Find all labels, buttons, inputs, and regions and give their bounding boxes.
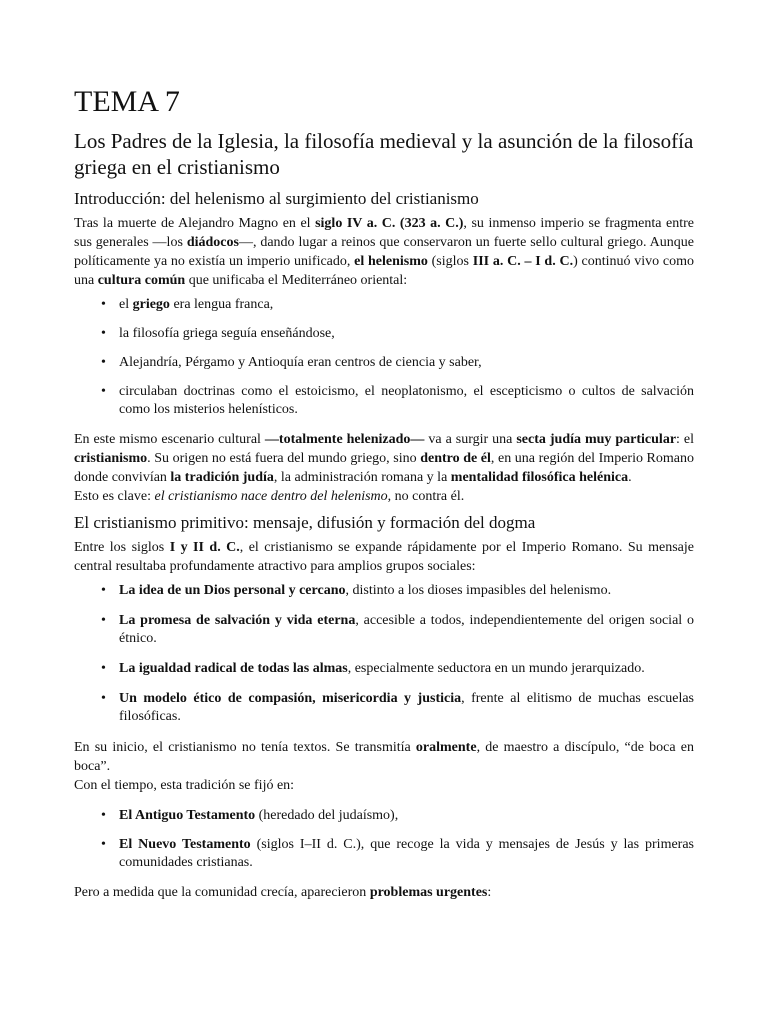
paragraph-primitivo-4: Pero a medida que la comunidad crecía, aparecieron problemas urgentes:	[74, 885, 492, 900]
paragraph-intro-1: Tras la muerte de Alejandro Magno en el siglo IV a. C. (323 a. C.), su inmenso imperio se fragmenta entre sus generales —los diádocos—, dando lugar a reinos que conservaron un fuerte sello cultural griego. Aunque políticamente ya no existía un imperio unificado, el helenismo (siglos III a. C. – I d. C.) continuó vivo como una cultura común que unificaba el Mediterráneo oriental:	[74, 216, 694, 288]
paragraph-primitivo-2: En su inicio, el cristianismo no tenía textos. Se transmitía oralmente, de maestro a discípulo, “de boca en boca”.	[74, 740, 694, 774]
paragraph-intro-3: Esto es clave: el cristianismo nace dentro del helenismo, no contra él.	[74, 489, 465, 504]
bullet-list-helenismo	[74, 296, 694, 419]
section-heading-introduccion: Introducción: del helenismo al surgimiento del cristianismo	[74, 189, 479, 208]
list-item: • circulaban doctrinas como el estoicismo, el neoplatonismo, el escepticismo o cultos de salvación como los misterios helenísticos.	[74, 383, 694, 419]
page-subtitle: Los Padres de la Iglesia, la filosofía medieval y la asunción de la filosofía griega en el cristianismo	[74, 129, 694, 179]
paragraph-primitivo-3: Con el tiempo, esta tradición se fijó en:	[74, 778, 295, 793]
bullet-list-mensaje	[74, 582, 694, 726]
list-item: • Un modelo ético de compasión, misericordia y justicia, frente al elitismo de muchas escuelas filosóficas.	[74, 690, 694, 726]
list-item: • La igualdad radical de todas las almas, especialmente seductora en un mundo jerarquizado.	[74, 660, 694, 678]
list-item: • Alejandría, Pérgamo y Antioquía eran centros de ciencia y saber,	[74, 354, 694, 372]
bullet-list-testamentos	[74, 807, 694, 872]
list-item: • El Antiguo Testamento (heredado del judaísmo),	[74, 807, 694, 825]
paragraph-intro-2: En este mismo escenario cultural —totalmente helenizado— va a surgir una secta judía muy particular: el cristianismo. Su origen no está fuera del mundo griego, sino dentro de él, en una región del Imperio Romano donde convivían la tradición judía, la administración romana y la mentalidad filosófica helénica.	[74, 432, 695, 485]
list-item: • el griego era lengua franca,	[74, 296, 694, 314]
page-title: TEMA 7	[74, 85, 180, 118]
section-heading-cristianismo-primitivo: El cristianismo primitivo: mensaje, difusión y formación del dogma	[74, 513, 536, 532]
list-item: • La idea de un Dios personal y cercano, distinto a los dioses impasibles del helenismo.	[74, 582, 694, 600]
list-item: • El Nuevo Testamento (siglos I–II d. C.), que recoge la vida y mensajes de Jesús y las primeras comunidades cristianas.	[74, 836, 694, 872]
paragraph-primitivo-1: Entre los siglos I y II d. C., el cristianismo se expande rápidamente por el Imperio Romano. Su mensaje central resultaba profundamente atractivo para amplios grupos sociales:	[74, 540, 694, 574]
list-item: • la filosofía griega seguía enseñándose,	[74, 325, 694, 343]
list-item: • La promesa de salvación y vida eterna, accesible a todos, independientemente del origen social o étnico.	[74, 612, 694, 648]
